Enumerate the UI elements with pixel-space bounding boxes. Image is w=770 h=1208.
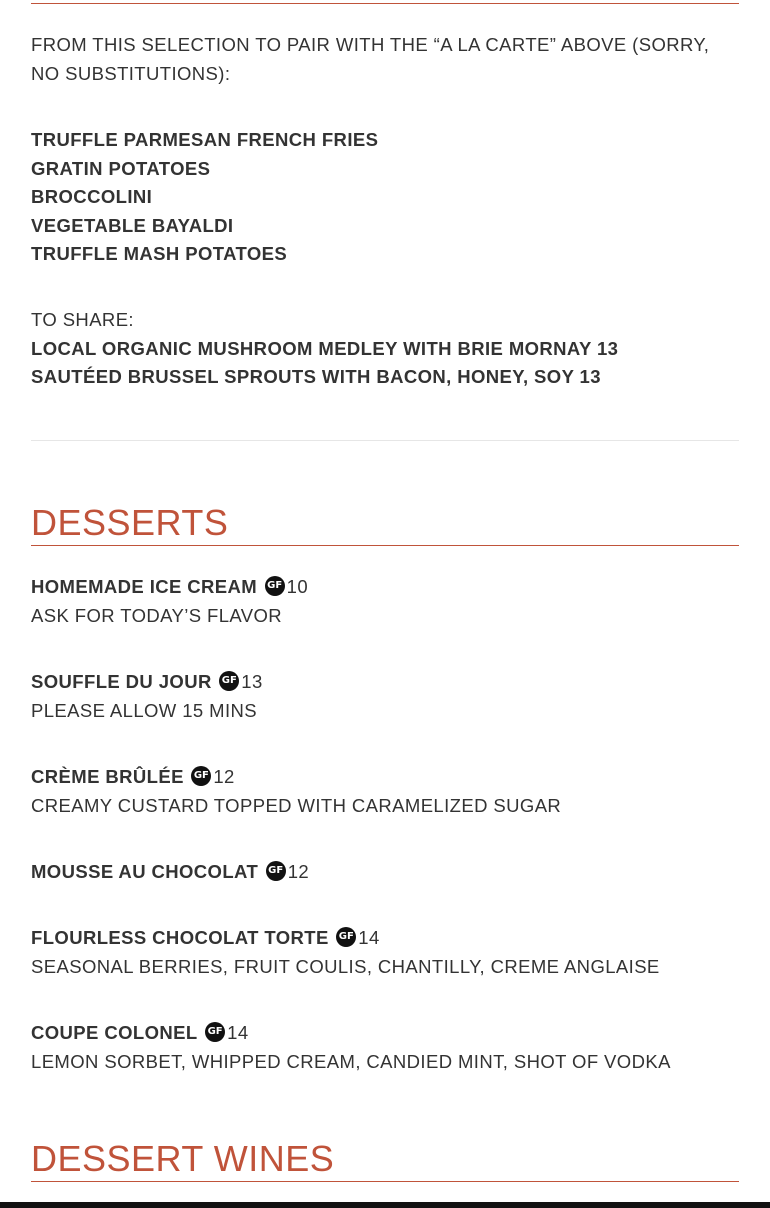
desserts-title-rule xyxy=(31,545,739,546)
dessert-price: 14 xyxy=(227,1022,249,1043)
section-top-rule xyxy=(31,3,739,4)
gluten-free-icon: GF xyxy=(205,1022,225,1042)
dessert-price: 13 xyxy=(241,671,263,692)
share-item: LOCAL ORGANIC MUSHROOM MEDLEY WITH BRIE MORNAY 13 xyxy=(31,337,619,359)
dessert-name: SOUFFLE DU JOUR xyxy=(31,671,212,692)
dessert-description: LEMON SORBET, WHIPPED CREAM, CANDIED MINT, SHOT OF VODKA xyxy=(31,1050,671,1072)
to-share-block xyxy=(31,306,618,392)
bottom-bar xyxy=(0,1202,770,1208)
side-item: GRATIN POTATOES xyxy=(31,157,211,179)
dessert-price: 10 xyxy=(286,576,309,597)
side-item: TRUFFLE PARMESAN FRENCH FRIES xyxy=(31,129,379,150)
side-item: BROCCOLINI xyxy=(31,186,153,207)
gluten-free-icon: GF xyxy=(191,766,211,786)
dessert-item xyxy=(31,573,308,630)
dessert-description: SEASONAL BERRIES, FRUIT COULIS, CHANTILLY, CREME ANGLAISE xyxy=(31,955,660,977)
side-item: VEGETABLE BAYALDI xyxy=(31,214,234,236)
dessert-item xyxy=(31,924,660,981)
dessert-name: CRÈME BRÛLÉE xyxy=(31,766,184,787)
sides-intro: FROM THIS SELECTION TO PAIR WITH THE “A LA CARTE” ABOVE (SORRY, NO SUBSTITUTIONS): xyxy=(31,34,710,84)
dessert-item xyxy=(31,668,263,725)
dessert-description: ASK FOR TODAY’S FLAVOR xyxy=(31,604,283,626)
dessert-wines-title-rule xyxy=(31,1181,739,1182)
share-item: SAUTÉED BRUSSEL SPROUTS WITH BACON, HONEY, SOY 13 xyxy=(31,366,601,387)
dessert-item xyxy=(31,858,309,887)
dessert-name: MOUSSE AU CHOCOLAT xyxy=(31,861,259,882)
dessert-name: HOMEMADE ICE CREAM xyxy=(31,576,258,597)
gluten-free-icon: GF xyxy=(219,671,239,691)
side-item: TRUFFLE MASH POTATOES xyxy=(31,243,288,264)
desserts-title: DESSERTS xyxy=(31,502,229,543)
sides-list xyxy=(31,126,378,269)
gluten-free-icon: GF xyxy=(336,927,356,947)
dessert-item xyxy=(31,763,561,820)
dessert-price: 12 xyxy=(213,766,235,787)
dessert-price: 14 xyxy=(358,927,380,948)
gluten-free-icon: GF xyxy=(266,861,286,881)
dessert-wines-title: DESSERT WINES xyxy=(31,1138,335,1179)
dessert-description: CREAMY CUSTARD TOPPED WITH CARAMELIZED SUGAR xyxy=(31,794,562,816)
section-divider xyxy=(31,440,739,441)
dessert-description: PLEASE ALLOW 15 MINS xyxy=(31,699,257,721)
dessert-name: FLOURLESS CHOCOLAT TORTE xyxy=(31,927,329,948)
to-share-label: TO SHARE: xyxy=(31,309,134,330)
dessert-price: 12 xyxy=(287,861,310,882)
dessert-name: COUPE COLONEL xyxy=(31,1022,198,1043)
gluten-free-icon: GF xyxy=(265,576,285,596)
dessert-item xyxy=(31,1019,671,1076)
